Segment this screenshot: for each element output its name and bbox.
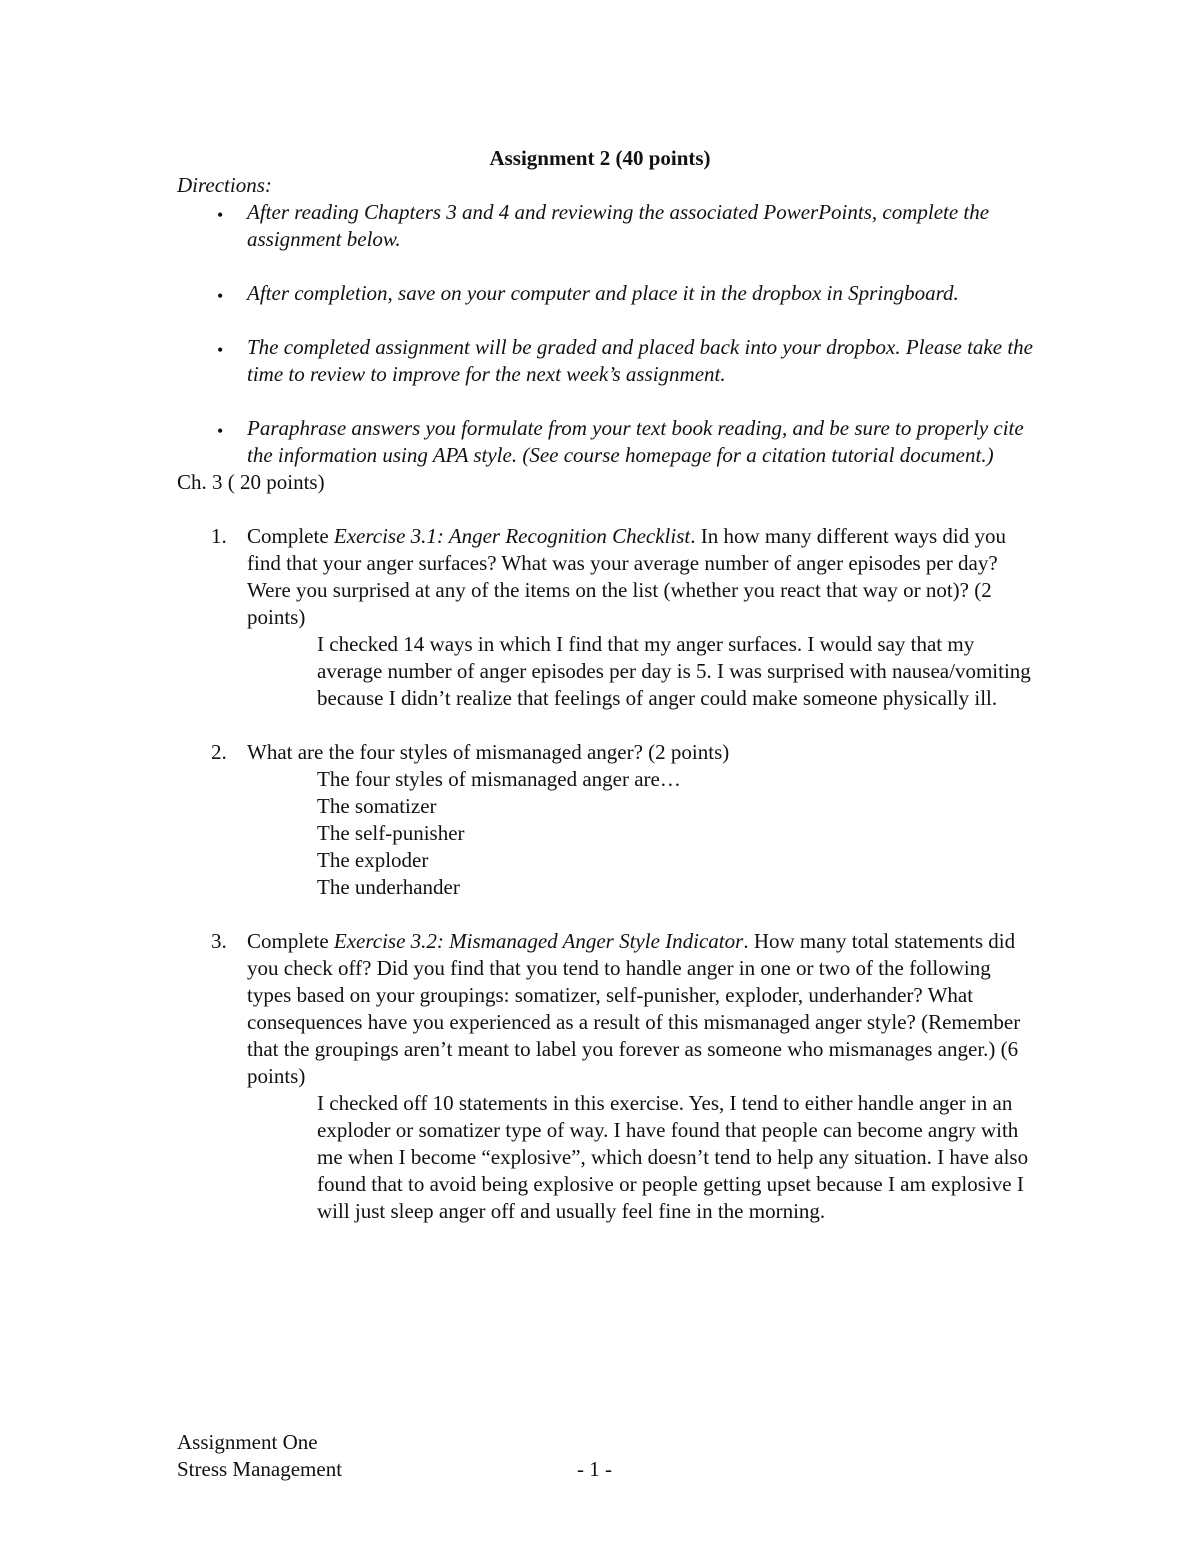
direction-text: After reading Chapters 3 and 4 and reviewing the associated PowerPoints, complete the assignment below. bbox=[247, 200, 990, 251]
direction-item bbox=[177, 334, 1037, 388]
exercise-title: Exercise 3.1: Anger Recognition Checklist bbox=[333, 524, 691, 548]
page-footer bbox=[177, 1429, 777, 1483]
question-text-post: . How many total statements did you check off? Did you find that you tend to handle anger in one or two of the following types based on your groupings: somatizer, self-punisher, exploder, underhander? What consequences have you experienced as a result of this mismanaged anger style? (Remember that the groupings aren’t meant to label you forever as someone who mismanages anger.) (6 points) bbox=[247, 929, 1021, 1088]
answer-line: The underhander bbox=[317, 875, 460, 899]
question-1 bbox=[177, 523, 1037, 712]
bullet-icon: • bbox=[217, 340, 224, 360]
exercise-title: Exercise 3.2: Mismanaged Anger Style Indicator bbox=[333, 929, 744, 953]
bullet-icon: • bbox=[217, 286, 224, 306]
question-text-post: . In how many different ways did you find that your anger surfaces? What was your average number of anger episodes per day? Were you surprised at any of the items on the list (whether you react that way or not)? (2 points) bbox=[247, 524, 1006, 629]
footer-line-1: Assignment One bbox=[177, 1430, 318, 1454]
footer-line-2: Stress Management bbox=[177, 1457, 343, 1481]
direction-text: Paraphrase answers you formulate from your text book reading, and be sure to properly cite the information using APA style. (See course homepage for a citation tutorial document.) bbox=[247, 416, 1024, 467]
page-number: - 1 - bbox=[577, 1457, 612, 1481]
directions-label: Directions: bbox=[177, 173, 272, 197]
bullet-icon: • bbox=[217, 205, 224, 225]
answer-line: The self-punisher bbox=[317, 821, 465, 845]
question-3 bbox=[177, 928, 1037, 1225]
direction-item bbox=[177, 415, 1037, 469]
question-text-pre: Complete bbox=[247, 524, 334, 548]
directions-list bbox=[177, 199, 1037, 469]
document-body bbox=[177, 172, 1037, 1225]
answer-text: I checked 14 ways in which I find that my anger surfaces. I would say that my average number of anger episodes per day is 5. I was surprised with nausea/vomiting because I didn’t realize that feelings of anger could make someone physically ill. bbox=[317, 632, 1031, 710]
answer-line: The four styles of mismanaged anger are… bbox=[317, 767, 681, 791]
question-number: 2. bbox=[211, 740, 227, 764]
direction-text: After completion, save on your computer and place it in the dropbox in Springboard. bbox=[247, 281, 959, 305]
answer-text: I checked off 10 statements in this exercise. Yes, I tend to either handle anger in an exploder or somatizer type of way. I have found that people can become angry with me when I become “explosive”, which doesn’t tend to help any situation. I have also found that to avoid being explosive or people getting upset because I am explosive I will just sleep anger off and usually feel fine in the morning. bbox=[317, 1091, 1029, 1223]
question-2 bbox=[177, 739, 1037, 901]
question-text: What are the four styles of mismanaged anger? (2 points) bbox=[247, 740, 730, 764]
question-number: 1. bbox=[211, 524, 227, 548]
answer-line: The exploder bbox=[317, 848, 429, 872]
direction-item bbox=[177, 280, 1037, 307]
answer-list bbox=[247, 766, 1037, 901]
question-text-pre: Complete bbox=[247, 929, 334, 953]
assignment-title: Assignment 2 (40 points) bbox=[489, 146, 711, 170]
bullet-icon: • bbox=[217, 421, 224, 441]
direction-text: The completed assignment will be graded and placed back into your dropbox. Please take the time to review to improve for the next week’s assignment. bbox=[247, 335, 1033, 386]
answer-line: The somatizer bbox=[317, 794, 437, 818]
direction-item bbox=[177, 199, 1037, 253]
question-number: 3. bbox=[211, 929, 227, 953]
chapter-heading: Ch. 3 ( 20 points) bbox=[177, 470, 325, 494]
